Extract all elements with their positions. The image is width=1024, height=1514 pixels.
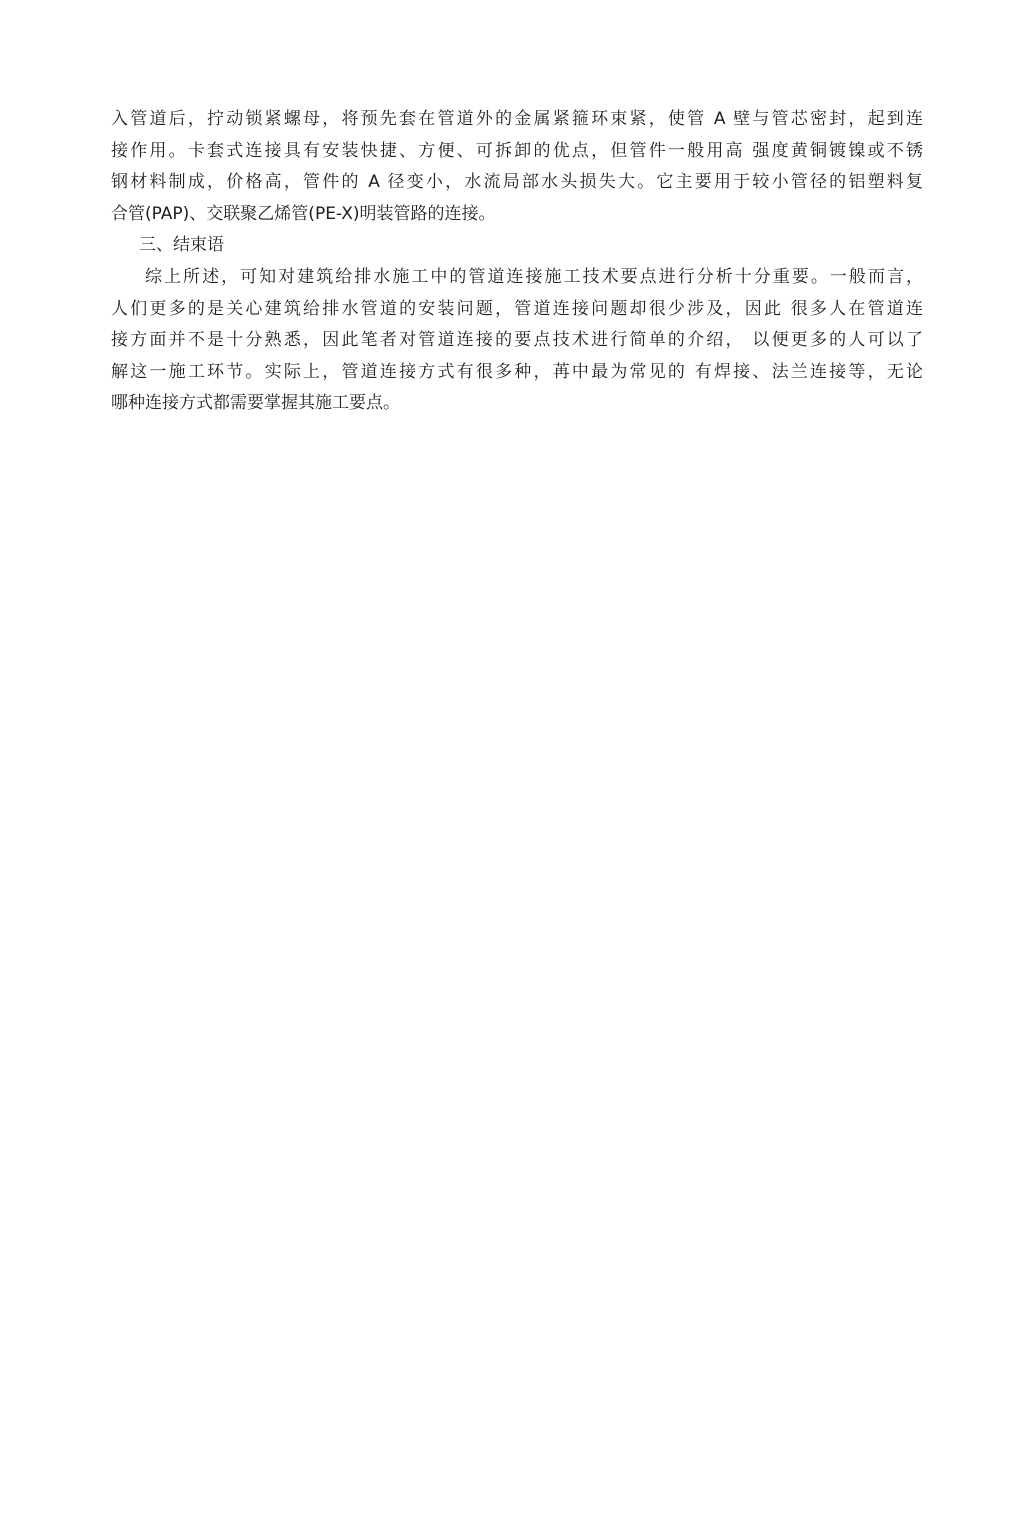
paragraph-conclusion <box>111 262 923 420</box>
paragraph-line: 哪种连接方式都需要掌握其施工要点。 <box>111 393 400 414</box>
paragraph-card-fitting <box>111 104 923 230</box>
paragraph-line: 接作用。卡套式连接具有安装快捷、方便、可拆卸的优点，但管件一般用高 强度黄铜镀镍或不锈 <box>111 140 923 161</box>
paragraph-line: 综上所述，可知对建筑给排水施工中的管道连接施工技术要点进行分析十分重要。一般而言， <box>145 266 923 287</box>
document-body <box>111 104 923 420</box>
paragraph-line: 入管道后，拧动锁紧螺母，将预先套在管道外的金属紧箍环束紧，使管 A 壁与管芯密封，起到连 <box>111 109 923 129</box>
section-heading-text: 三、结束语 <box>139 235 224 256</box>
paragraph-line: 解这一施工环节。实际上，管道连接方式有很多种，苒中最为常见的 有焊接、法兰连接等，无论 <box>111 361 923 382</box>
paragraph-line: 接方面并不是十分熟悉，因此笔者对管道连接的要点技术进行简单的介绍， 以便更多的人可以了 <box>111 330 923 351</box>
paragraph-line: 人们更多的是关心建筑给排水管道的安装问题，管道连接问题却很少涉及，因此 很多人在管道连 <box>111 298 923 319</box>
paragraph-line: 钢材料制成，价格高，管件的 A 径变小，水流局部水头损失大。它主要用于较小管径的铝塑料复 <box>111 172 923 193</box>
section-heading <box>111 230 923 262</box>
paragraph-line: 合管(PAP)、交联聚乙烯管(PE-X)明装管路的连接。 <box>111 203 496 224</box>
